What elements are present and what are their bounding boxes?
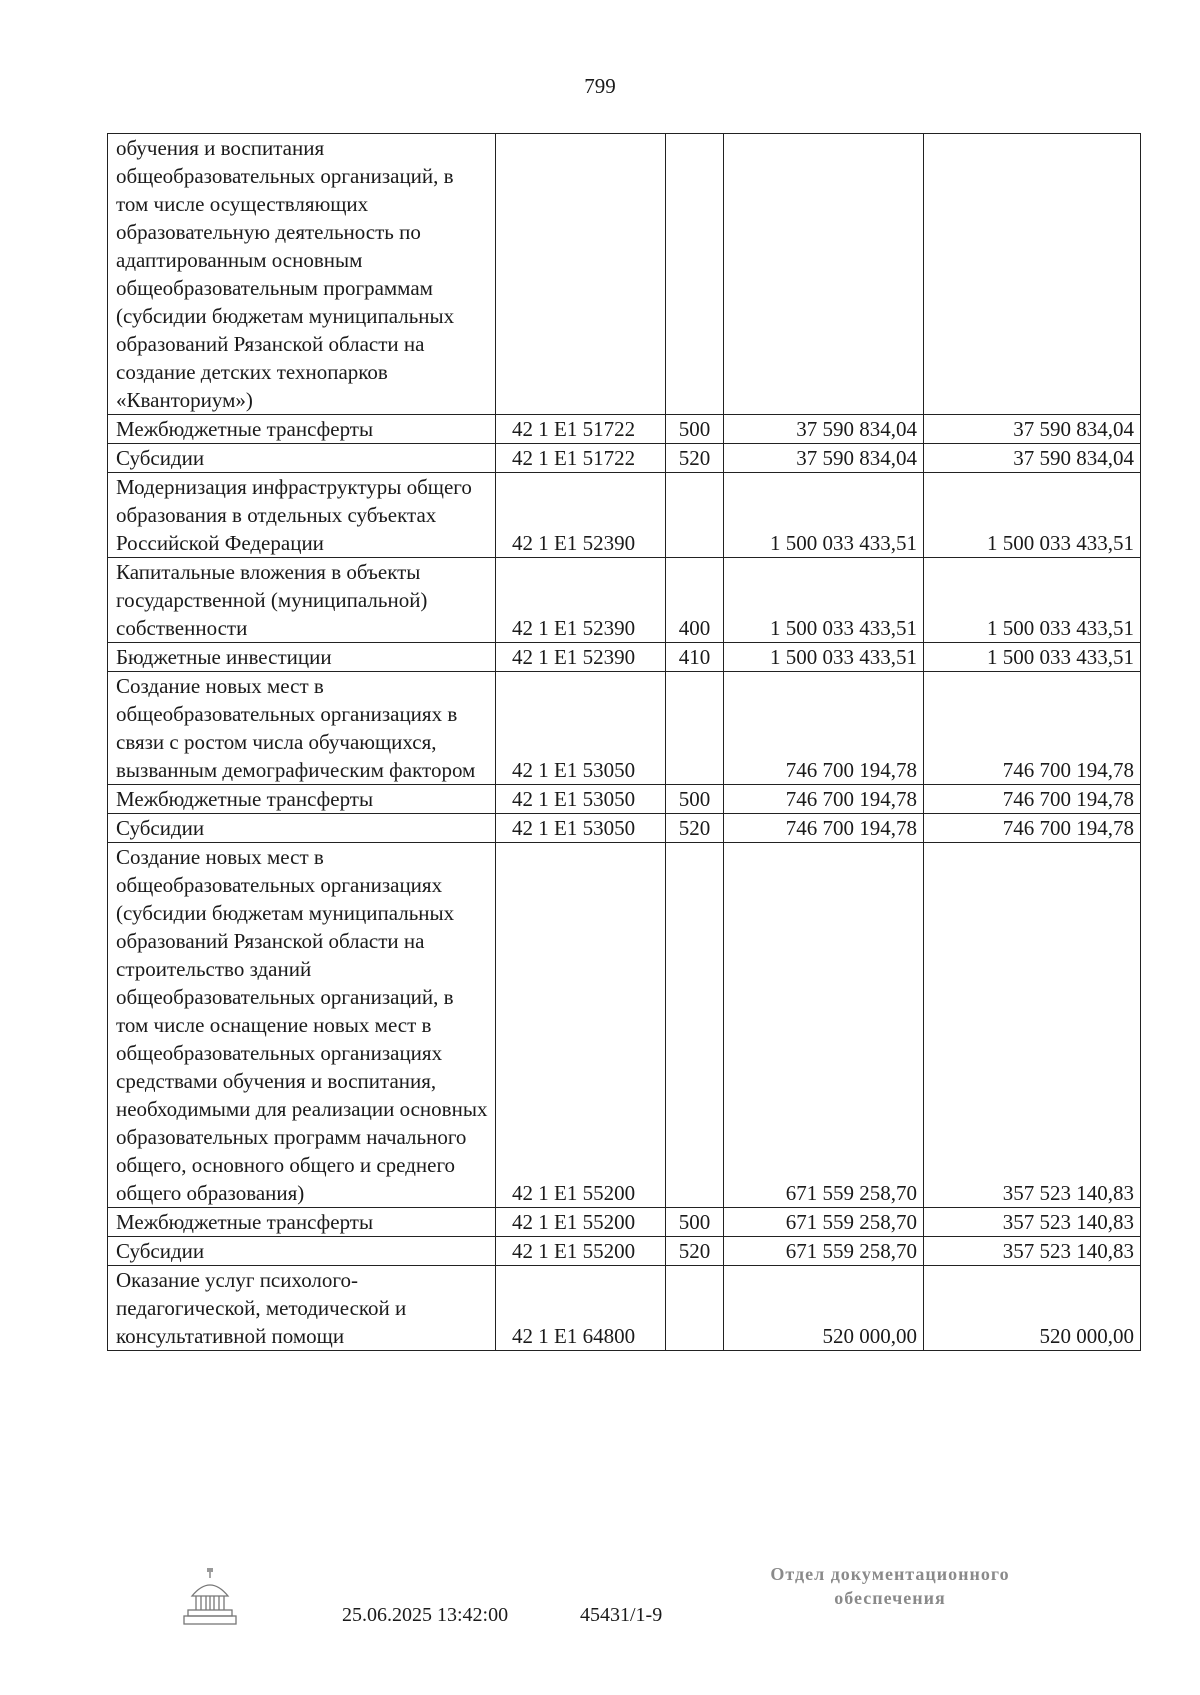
row-amount-2-cell: 1 500 033 433,51 bbox=[924, 558, 1141, 643]
row-name-cell: Создание новых мест в общеобразовательных организациях (субсидии бюджетам муниципальных образований Рязанской области на строительство зданий общеобразовательных организаций, в том числе оснащение новых мест в общеобразовательных организациях средствами обучения и воспитания, необходимыми для реализации основных образовательных программ начального общего, основного общего и среднего общего образования) bbox=[108, 843, 496, 1208]
row-code-cell: 42 1 E1 52390 bbox=[496, 558, 666, 643]
row-expense-type-cell: 500 bbox=[666, 785, 724, 814]
row-expense-type-cell bbox=[666, 473, 724, 558]
footer-document-number: 45431/1-9 bbox=[580, 1604, 663, 1626]
table-row bbox=[108, 415, 1141, 444]
row-code-cell: 42 1 E1 51722 bbox=[496, 444, 666, 473]
row-code-cell: 42 1 E1 53050 bbox=[496, 672, 666, 785]
row-name-cell: Бюджетные инвестиции bbox=[108, 643, 496, 672]
row-code-cell: 42 1 E1 52390 bbox=[496, 473, 666, 558]
row-code-cell bbox=[496, 134, 666, 415]
row-amount-2-cell: 357 523 140,83 bbox=[924, 1237, 1141, 1266]
footer-datetime: 25.06.2025 13:42:00 bbox=[342, 1604, 509, 1626]
row-code-cell: 42 1 E1 51722 bbox=[496, 415, 666, 444]
row-name-cell: Оказание услуг психолого-педагогической, методической и консультативной помощи bbox=[108, 1266, 496, 1351]
row-expense-type-cell: 520 bbox=[666, 814, 724, 843]
row-amount-2-cell: 746 700 194,78 bbox=[924, 814, 1141, 843]
row-name-cell: Модернизация инфраструктуры общего образования в отдельных субъектах Российской Федерации bbox=[108, 473, 496, 558]
row-expense-type-cell: 520 bbox=[666, 1237, 724, 1266]
budget-table-body bbox=[108, 134, 1141, 1351]
row-code-cell: 42 1 E1 55200 bbox=[496, 843, 666, 1208]
row-name-cell: Межбюджетные трансферты bbox=[108, 785, 496, 814]
budget-table bbox=[107, 133, 1141, 1351]
row-expense-type-cell bbox=[666, 672, 724, 785]
row-amount-2-cell: 357 523 140,83 bbox=[924, 1208, 1141, 1237]
row-name-cell: обучения и воспитания общеобразовательных организаций, в том числе осуществляющих образовательную деятельность по адаптированным основным общеобразовательным программам (субсидии бюджетам муниципальных образований Рязанской области на создание детских технопарков «Кванториум») bbox=[108, 134, 496, 415]
row-amount-2-cell: 37 590 834,04 bbox=[924, 415, 1141, 444]
table-row bbox=[108, 558, 1141, 643]
row-code-cell: 42 1 E1 55200 bbox=[496, 1208, 666, 1237]
footer-department-stamp bbox=[740, 1562, 1040, 1610]
row-amount-2-cell: 520 000,00 bbox=[924, 1266, 1141, 1351]
row-expense-type-cell bbox=[666, 134, 724, 415]
row-amount-1-cell: 746 700 194,78 bbox=[724, 785, 924, 814]
table-row bbox=[108, 785, 1141, 814]
row-code-cell: 42 1 E1 53050 bbox=[496, 814, 666, 843]
row-name-cell: Капитальные вложения в объекты государственной (муниципальной) собственности bbox=[108, 558, 496, 643]
table-row bbox=[108, 473, 1141, 558]
row-expense-type-cell: 500 bbox=[666, 1208, 724, 1237]
row-name-cell: Субсидии bbox=[108, 1237, 496, 1266]
row-amount-2-cell: 746 700 194,78 bbox=[924, 785, 1141, 814]
row-amount-2-cell: 37 590 834,04 bbox=[924, 444, 1141, 473]
row-code-cell: 42 1 E1 53050 bbox=[496, 785, 666, 814]
row-amount-1-cell: 1 500 033 433,51 bbox=[724, 643, 924, 672]
row-expense-type-cell bbox=[666, 1266, 724, 1351]
row-code-cell: 42 1 E1 52390 bbox=[496, 643, 666, 672]
table-row bbox=[108, 1208, 1141, 1237]
row-code-cell: 42 1 E1 55200 bbox=[496, 1237, 666, 1266]
row-amount-1-cell: 671 559 258,70 bbox=[724, 843, 924, 1208]
row-amount-1-cell: 671 559 258,70 bbox=[724, 1237, 924, 1266]
row-name-cell: Межбюджетные трансферты bbox=[108, 415, 496, 444]
row-name-cell: Создание новых мест в общеобразовательных организациях в связи с ростом числа обучающихся, вызванным демографическим фактором bbox=[108, 672, 496, 785]
table-row bbox=[108, 1237, 1141, 1266]
row-code-cell: 42 1 E1 64800 bbox=[496, 1266, 666, 1351]
row-amount-2-cell: 746 700 194,78 bbox=[924, 672, 1141, 785]
row-expense-type-cell bbox=[666, 843, 724, 1208]
row-amount-1-cell: 37 590 834,04 bbox=[724, 444, 924, 473]
row-amount-2-cell: 357 523 140,83 bbox=[924, 843, 1141, 1208]
table-row bbox=[108, 444, 1141, 473]
row-amount-1-cell: 1 500 033 433,51 bbox=[724, 473, 924, 558]
table-row bbox=[108, 814, 1141, 843]
row-amount-1-cell: 37 590 834,04 bbox=[724, 415, 924, 444]
table-row bbox=[108, 1266, 1141, 1351]
table-row bbox=[108, 643, 1141, 672]
stamp-line-2: обеспечения bbox=[834, 1588, 946, 1608]
row-expense-type-cell: 520 bbox=[666, 444, 724, 473]
row-name-cell: Субсидии bbox=[108, 444, 496, 473]
row-name-cell: Субсидии bbox=[108, 814, 496, 843]
row-name-cell: Межбюджетные трансферты bbox=[108, 1208, 496, 1237]
row-expense-type-cell: 400 bbox=[666, 558, 724, 643]
row-amount-2-cell bbox=[924, 134, 1141, 415]
row-expense-type-cell: 500 bbox=[666, 415, 724, 444]
row-amount-1-cell: 671 559 258,70 bbox=[724, 1208, 924, 1237]
row-amount-1-cell: 746 700 194,78 bbox=[724, 672, 924, 785]
table-row bbox=[108, 672, 1141, 785]
row-amount-1-cell: 746 700 194,78 bbox=[724, 814, 924, 843]
row-amount-1-cell: 1 500 033 433,51 bbox=[724, 558, 924, 643]
row-amount-2-cell: 1 500 033 433,51 bbox=[924, 473, 1141, 558]
row-amount-2-cell: 1 500 033 433,51 bbox=[924, 643, 1141, 672]
table-row bbox=[108, 134, 1141, 415]
page-number: 799 bbox=[584, 74, 616, 98]
stamp-line-1: Отдел документационного bbox=[770, 1564, 1010, 1584]
row-amount-1-cell: 520 000,00 bbox=[724, 1266, 924, 1351]
duma-building-logo-icon bbox=[180, 1566, 240, 1630]
row-amount-1-cell bbox=[724, 134, 924, 415]
row-expense-type-cell: 410 bbox=[666, 643, 724, 672]
table-row bbox=[108, 843, 1141, 1208]
